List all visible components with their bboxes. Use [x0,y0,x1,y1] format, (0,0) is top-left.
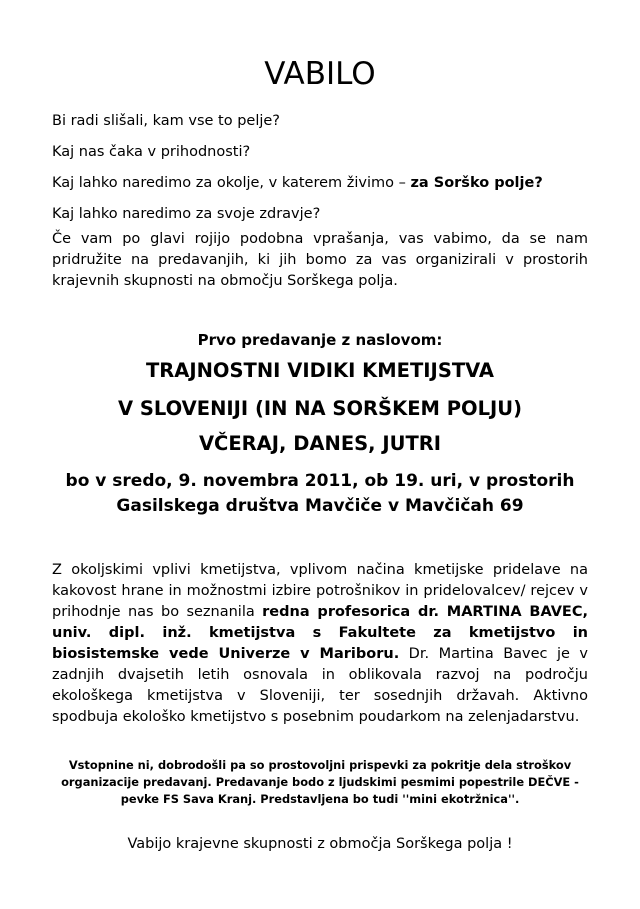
lecture-date-line: bo v sredo, 9. novembra 2011, ob 19. uri, v prostorih [65,471,575,491]
speaker-name: redna profesorica dr. MARTINA BAVEC, univ. dipl. inž. kmetijstva s Fakultete za kmetijstvo in biosistemske vede Univerze v Mariboru. [52,604,588,662]
lecture-subtitle: Prvo predavanje z naslovom: [197,331,443,349]
lecture-heading-line-3: VČERAJ, DANES, JUTRI [198,432,442,455]
lecture-heading-line-2: V SLOVENIJI (IN NA SORŠKEM POLJU) [117,397,523,420]
question-3 [52,174,543,192]
admission-note: Vstopnine ni, dobrodošli pa so prostovoljni prispevki za pokritje dela stroškov organizacije predavanj. Predavanje bodo z ljudskimi pesmimi popestrile DEČVE - pevke FS Sava Kranj. Predstavljena bo tudi ''mini ekotržnica''. [61,758,579,806]
description-text-2: Dr. Martina Bavec je v zadnjih dvajsetih letih osnovala in oblikovala razvoj na področju ekološkega kmetijstva v Sloveniji, ter sosednjih državah. Aktivno spodbuja ekološko kmetijstvo s posebnim poudarkom na zelenjadarstvu. [52,646,588,725]
question-4: Kaj lahko naredimo za svoje zdravje? [52,206,321,222]
lecture-venue-line: Gasilskega društva Mavčiče v Mavčičah 69 [116,496,524,516]
question-2: Kaj nas čaka v prihodnosti? [52,144,251,160]
page-title: VABILO [264,56,376,92]
question-1: Bi radi slišali, kam vse to pelje? [52,113,280,129]
description-paragraph [52,560,588,728]
description-text-1: Z okoljskimi vplivi kmetijstva, vplivom načina kmetijske pridelave na kakovost hrane in možnostmi izbire potrošnikov in pridelovalcev/ rejcev v prihodnje nas bo seznanila [52,562,588,620]
lecture-heading-line-1: TRAJNOSTNI VIDIKI KMETIJSTVA [145,359,495,382]
question-3-emphasis: za Sorško polje? [410,175,543,191]
question-3-text: Kaj lahko naredimo za okolje, v katerem živimo – [52,175,411,191]
closing-line: Vabijo krajevne skupnosti z območja Sorškega polja ! [127,836,513,852]
intro-paragraph: Če vam po glavi rojijo podobna vprašanja, vas vabimo, da se nam pridružite na predavanjih, ki jih bomo za vas organizirali v prostorih krajevnih skupnosti na območju Sorškega polja. [52,231,588,289]
